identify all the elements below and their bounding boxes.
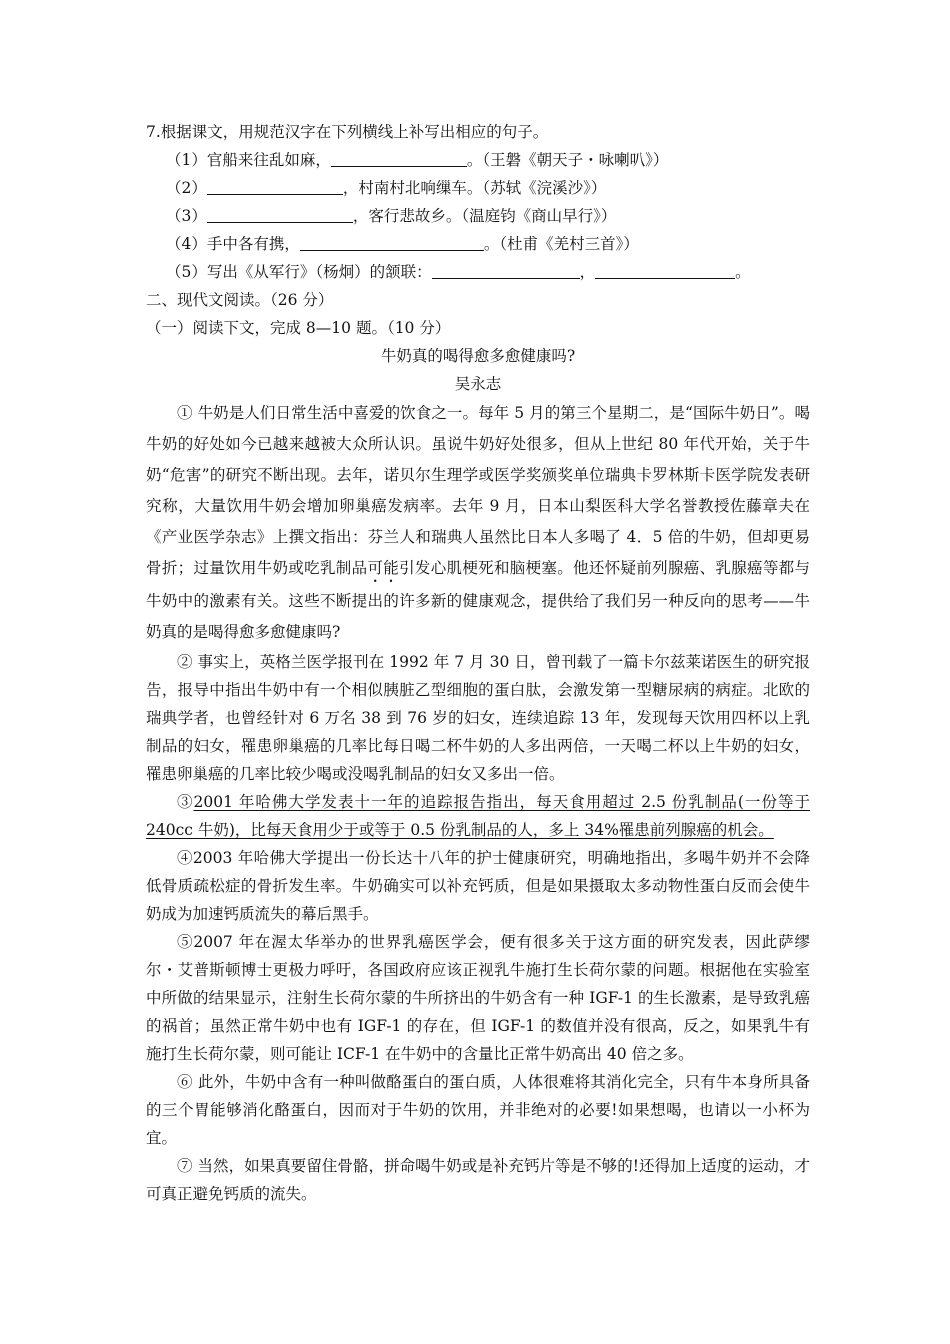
q7-item-3-suffix: ，客行悲故乡。（温庭钧《商山早行》） <box>352 207 617 225</box>
q7-item-2-prefix: （2） <box>166 179 207 197</box>
answer-blank-4[interactable] <box>300 232 484 251</box>
article-paragraph-5: ⑤2007 年在渥太华举办的世界乳癌医学会，便有很多关于这方面的研究发表，因此萨缪尔・艾普斯顿博士更极力呼吁，各国政府应该正视乳牛施打生长荷尔蒙的问题。根据他在实验室中所做的结果显示，注射生长荷尔蒙的牛所挤出的牛奶含有一种 IGF-1 的生长激素，是导致乳癌的祸首；虽然正常牛奶中也有 IGF-1 的存在，但 IGF-1 的数值并没有很高，反之，如果乳牛有施打生长荷尔蒙，则可能让 ICF-1 在牛奶中的含量比正常牛奶高出 40 倍之多。 <box>146 933 810 1063</box>
article-paragraph-7: ⑦ 当然，如果真要留住骨骼，拼命喝牛奶或是补充钙片等是不够的!还得加上适度的运动，才可真正避免钙质的流失。 <box>146 1157 810 1203</box>
q7-item-1 <box>146 146 810 174</box>
q7-item-5 <box>146 258 810 286</box>
q7-item-3 <box>146 202 810 230</box>
answer-blank-3[interactable] <box>207 204 353 223</box>
article-author: 吴永志 <box>454 375 502 393</box>
q7-item-4-prefix: （4）手中各有携， <box>166 235 300 253</box>
paragraph-1-part-a: ① 牛奶是人们日常生活中喜爱的饮食之一。每年 5 月的第三个星期二，是“国际牛奶日”。喝牛奶的好处如今已越来越被大众所认识。虽说牛奶好处很多，但从上世纪 80 年代开始，关于牛奶“危害”的研究不断出现。去年，诺贝尔生理学或医学奖颁奖单位瑞典卡罗林斯卡医学院发表研究称，大量饮用牛奶会增加卵巢癌发病率。去年 9 月，日本山梨医科大学名誉教授佐藤章夫在《产业医学杂志》上撰文指出：芬兰人和瑞典人虽然比日本人多喝了 4．5 倍的牛奶，但却更易骨折；过量饮用牛奶或吃乳制品 <box>146 404 810 577</box>
section2-sub1: （一）阅读下文，完成 8—10 题。（10 分） <box>146 319 451 337</box>
article-title: 牛奶真的喝得愈多愈健康吗? <box>380 347 576 365</box>
paragraph-1-part-b: 引发心肌梗死和脑梗塞。他还怀疑前列腺癌、乳腺癌等都与牛奶中的激素有关。这些不断提出的许多新的健康观念，提供给了我们另一种反向的思考——牛奶真的是喝得愈多愈健康吗? <box>146 559 810 641</box>
q7-item-1-prefix: （1）官船来往乱如麻， <box>166 151 331 169</box>
underlined-passage: 2001 年哈佛大学发表十一年的追踪报告指出，每天食用超过 2.5 份乳制品(一份等于 240cc 牛奶)，比每天食用少于或等于 0.5 份乳制品的人，多上 34%罹患前列腺癌的机会。 <box>146 793 810 839</box>
answer-blank-5b[interactable] <box>595 260 735 279</box>
q7-heading: 7.根据课文，用规范汉字在下列横线上补写出相应的句子。 <box>146 123 549 141</box>
q7-item-5-prefix: （5）写出《从军行》（杨炯）的颔联： <box>166 263 432 281</box>
article-paragraph-3 <box>146 788 810 844</box>
article-paragraph-4: ④2003 年哈佛大学提出一份长达十八年的护士健康研究，明确地指出，多喝牛奶并不会降低骨质疏松症的骨折发生率。牛奶确实可以补充钙质，但是如果摄取太多动物性蛋白反而会使牛奶成为加速钙质流失的幕后黑手。 <box>146 849 810 923</box>
answer-blank-1[interactable] <box>331 148 467 167</box>
q7-item-2 <box>146 174 810 202</box>
q7-item-2-suffix: ，村南村北响缫车。（苏轼《浣溪沙》） <box>342 179 607 197</box>
article-paragraph-2: ② 事实上，英格兰医学报刊在 1992 年 7 月 30 日，曾刊载了一篇卡尔兹莱诺医生的研究报告，报导中指出牛奶中有一个相似胰脏乙型细胞的蛋白肽，会激发第一型糖尿病的病症。北欧的瑞典学者，也曾经针对 6 万名 38 到 76 岁的妇女，连续追踪 13 年，发现每天饮用四杯以上乳制品的妇女，罹患卵巢癌的几率比每日喝二杯牛奶的人多出两倍，一天喝二杯以上牛奶的妇女，罹患卵巢癌的几率比较少喝或没喝乳制品的妇女又多出一倍。 <box>146 653 810 783</box>
q7-item-3-prefix: （3） <box>166 207 207 225</box>
q7-item-4 <box>146 230 810 258</box>
article-paragraph-6: ⑥ 此外，牛奶中含有一种叫做酪蛋白的蛋白质，人体很难将其消化完全，只有牛本身所具备的三个胃能够消化酪蛋白，因而对于牛奶的饮用，并非绝对的必要!如果想喝，也请以一小杯为宜。 <box>146 1073 810 1147</box>
section2-heading: 二、现代文阅读。（26 分） <box>146 291 334 309</box>
emphasized-word: 可能 <box>367 559 400 577</box>
q7-item-4-suffix: 。（杜甫《羌村三首》） <box>483 235 639 253</box>
article-paragraph-1 <box>146 398 810 648</box>
answer-blank-2[interactable] <box>207 176 343 195</box>
answer-blank-5a[interactable] <box>432 260 580 279</box>
q7-item-1-suffix: 。（王磐《朝天子・咏喇叭》） <box>466 151 669 169</box>
q7-item-5-mid: ， <box>579 263 596 281</box>
exam-page <box>146 118 810 1208</box>
q7-item-5-suffix: 。 <box>735 263 751 281</box>
paragraph-3-number: ③ <box>177 793 194 811</box>
